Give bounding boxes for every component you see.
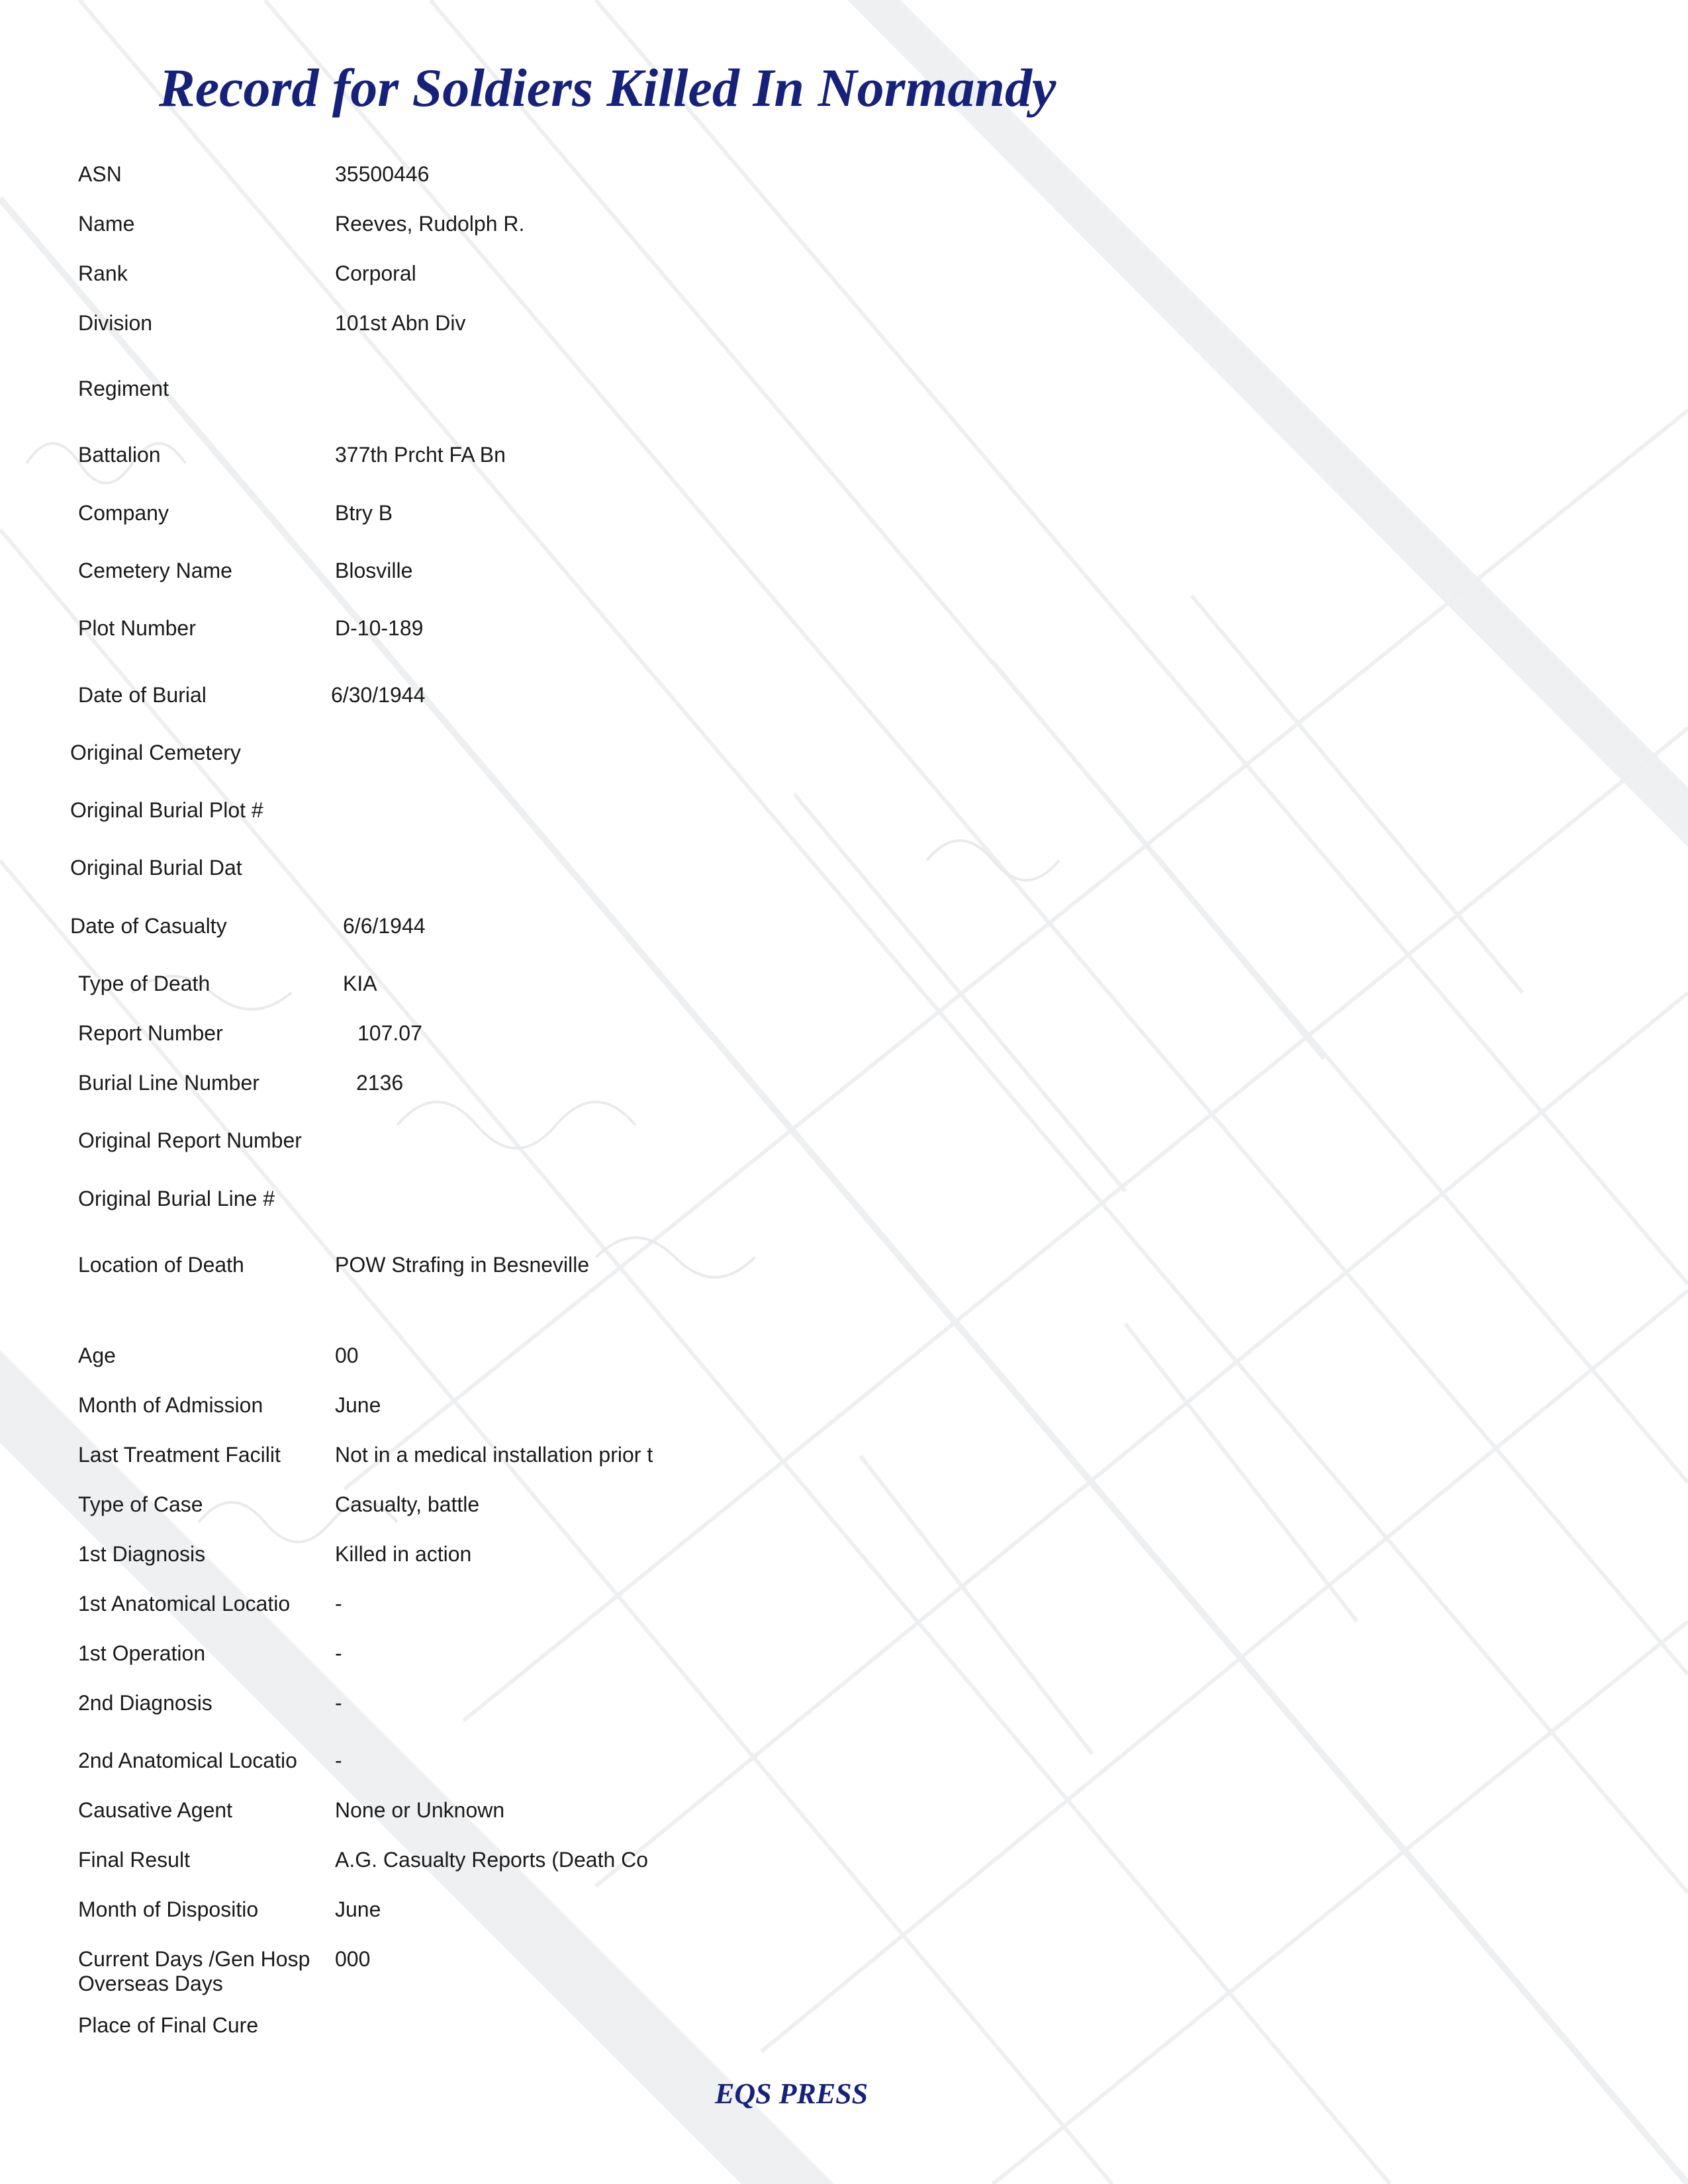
field-label: 1st Anatomical Locatio [78,1592,291,1615]
field-label: Battalion [78,443,161,467]
field-value: Btry B [335,501,393,525]
field-label: Cemetery Name [78,559,232,582]
field-label: Month of Admission [78,1393,263,1417]
field-value: 35500446 [335,162,430,186]
field-label: Date of Burial [78,683,207,707]
field-label: Original Burial Plot # [70,798,263,822]
field-value: 6/6/1944 [343,914,426,938]
field-label: Overseas Days [78,1972,223,1995]
field-label: Original Cemetery [70,741,241,764]
field-label: Last Treatment Facilit [78,1443,281,1467]
field-value: Not in a medical installation prior t [335,1443,653,1467]
field-value: Casualty, battle [335,1492,480,1516]
field-value: - [335,1592,342,1615]
field-value: - [335,1749,342,1772]
field-label: Original Burial Line # [78,1187,275,1210]
field-value: 107.07 [357,1021,422,1045]
field-label: Original Burial Dat [70,856,242,880]
field-value: 000 [335,1947,371,1971]
field-label: 1st Diagnosis [78,1542,206,1566]
footer-publisher: EQS PRESS [715,2077,868,2110]
field-label: Burial Line Number [78,1071,259,1095]
field-value: Reeves, Rudolph R. [335,212,525,236]
field-value: Blosville [335,559,413,582]
field-label: Type of Death [78,972,211,995]
field-label: Rank [78,261,128,285]
field-value: POW Strafing in Besneville [335,1253,590,1277]
field-label: Final Result [78,1848,190,1872]
field-value: D-10-189 [335,616,424,640]
field-label: Regiment [78,377,169,400]
field-value: June [335,1897,381,1921]
field-value: - [335,1691,342,1715]
field-label: Name [78,212,135,236]
field-label: 2nd Diagnosis [78,1691,212,1715]
field-label: Company [78,501,169,525]
field-value: 00 [335,1343,359,1367]
field-label: Type of Case [78,1492,203,1516]
field-value: None or Unknown [335,1798,505,1822]
field-label: Plot Number [78,616,196,640]
field-label: Original Report Number [78,1128,302,1152]
field-value: Corporal [335,261,416,285]
field-label: ASN [78,162,122,186]
field-value: KIA [343,972,377,995]
field-value: 2136 [356,1071,404,1095]
field-value: 6/30/1944 [331,683,426,707]
field-label: Month of Dispositio [78,1897,259,1921]
field-label: Causative Agent [78,1798,233,1822]
field-label: 2nd Anatomical Locatio [78,1749,297,1772]
field-label: Location of Death [78,1253,244,1277]
field-label: Place of Final Cure [78,2013,259,2037]
field-label: Date of Casualty [70,914,227,938]
field-label: Division [78,311,153,335]
field-label: Age [78,1343,116,1367]
field-value: Killed in action [335,1542,472,1566]
field-label: Report Number [78,1021,223,1045]
field-value: June [335,1393,381,1417]
page-title: Record for Soldiers Killed In Normandy [159,58,1056,118]
field-label: 1st Operation [78,1641,206,1665]
field-value: - [335,1641,342,1665]
field-value: A.G. Casualty Reports (Death Co [335,1848,649,1872]
field-value: 101st Abn Div [335,311,466,335]
field-value: 377th Prcht FA Bn [335,443,506,467]
field-label: Current Days /Gen Hosp [78,1947,310,1971]
